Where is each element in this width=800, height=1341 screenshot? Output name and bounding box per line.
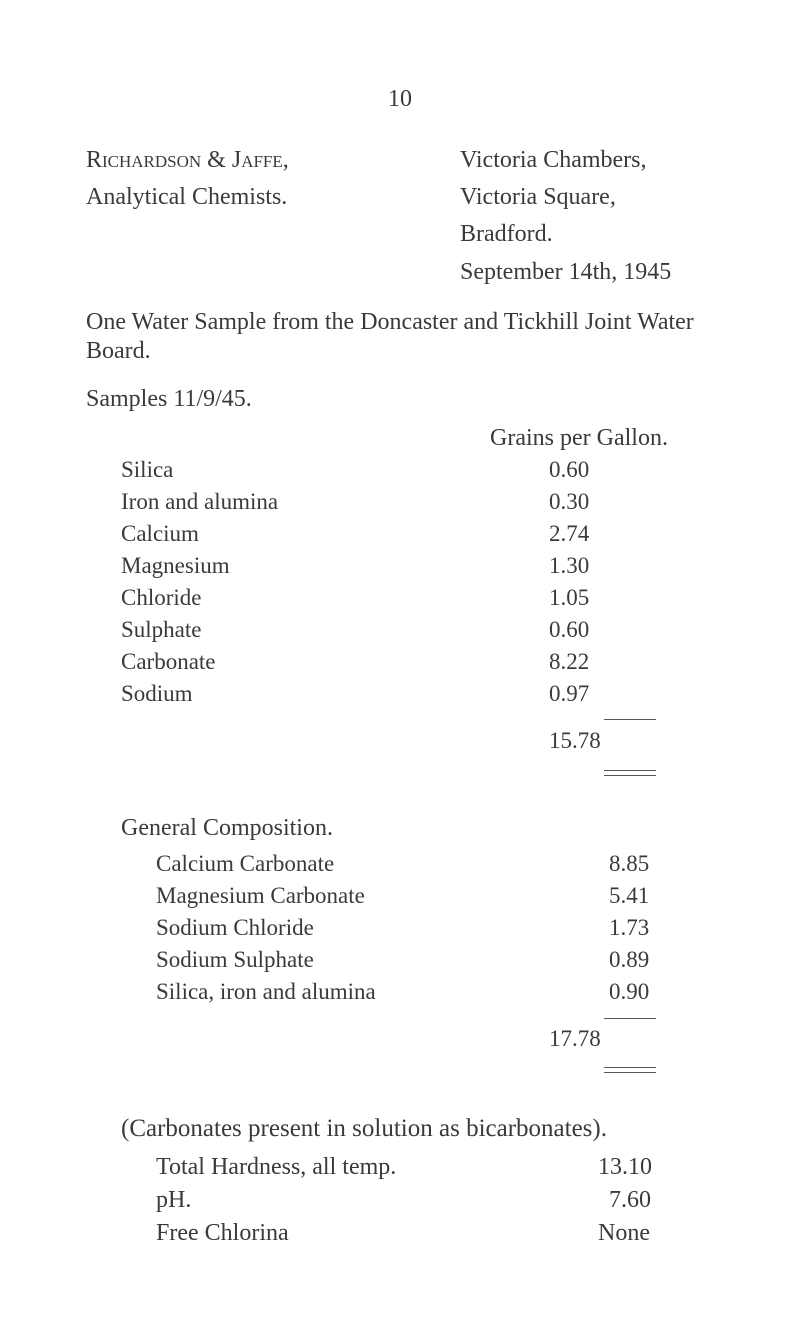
carbonates-note: (Carbonates present in solution as bicarbonates). xyxy=(121,1115,607,1142)
table-row xyxy=(121,455,661,485)
row-label: pH. xyxy=(156,1187,192,1213)
table-row xyxy=(121,679,661,709)
subtotal-rule xyxy=(604,1018,656,1019)
table-row xyxy=(156,1185,661,1215)
row-value: 1.05 xyxy=(549,585,590,610)
row-value: 1.73 xyxy=(609,915,650,940)
table-row xyxy=(121,583,661,613)
row-label: Silica, iron and alumina xyxy=(156,979,376,1004)
row-value: 5.41 xyxy=(609,883,650,908)
row-label: Silica xyxy=(121,457,174,482)
row-value: 2.74 xyxy=(549,521,590,546)
row-value: 0.60 xyxy=(549,457,590,482)
row-label: Magnesium Carbonate xyxy=(156,883,365,908)
row-value: 13.10 xyxy=(598,1154,652,1180)
row-label: Sodium Sulphate xyxy=(156,947,314,972)
row-label: Calcium xyxy=(121,521,199,546)
table-row xyxy=(156,881,661,911)
row-value: 8.85 xyxy=(609,851,650,876)
double-rule xyxy=(604,1067,656,1073)
letter-date: September 14th, 1945 xyxy=(460,259,672,285)
sender-role: Analytical Chemists. xyxy=(86,184,288,210)
intro-line-1: One Water Sample from the Doncaster and Tickhill Joint Water xyxy=(86,309,694,335)
analysis-total xyxy=(549,726,659,756)
row-value: 0.90 xyxy=(609,979,650,1004)
composition-heading: General Composition. xyxy=(121,815,333,841)
row-label: Calcium Carbonate xyxy=(156,851,335,876)
table-row xyxy=(156,977,661,1007)
row-label: Free Chlorina xyxy=(156,1220,289,1246)
row-value: 0.30 xyxy=(549,489,590,514)
row-label: Sulphate xyxy=(121,617,202,642)
subtotal-rule xyxy=(604,719,656,720)
table-row xyxy=(156,1152,661,1182)
row-label: Iron and alumina xyxy=(121,489,279,514)
row-label: Sodium Chloride xyxy=(156,915,314,940)
table-row xyxy=(121,647,661,677)
row-label: Sodium xyxy=(121,681,193,706)
row-value: None xyxy=(598,1220,650,1246)
composition-total xyxy=(549,1024,659,1054)
total-value: 17.78 xyxy=(549,1026,601,1051)
table-row xyxy=(156,1218,661,1248)
samples-label: Samples 11/9/45. xyxy=(86,386,252,412)
double-rule xyxy=(604,770,656,776)
row-label: Carbonate xyxy=(121,649,216,674)
table-row xyxy=(121,551,661,581)
page-number: 10 xyxy=(388,86,412,112)
row-value: 0.89 xyxy=(609,947,650,972)
intro-line-2: Board. xyxy=(86,338,151,364)
row-label: Total Hardness, all temp. xyxy=(156,1154,397,1180)
row-value: 8.22 xyxy=(549,649,590,674)
address-line-2: Victoria Square, xyxy=(460,184,616,210)
table-row xyxy=(121,519,661,549)
address-line-1: Victoria Chambers, xyxy=(460,147,647,173)
table-row xyxy=(156,913,661,943)
row-value: 7.60 xyxy=(609,1187,651,1213)
address-line-3: Bradford. xyxy=(460,221,553,247)
row-value: 1.30 xyxy=(549,553,590,578)
row-value: 0.97 xyxy=(549,681,590,706)
row-value: 0.60 xyxy=(549,617,590,642)
table-row xyxy=(121,615,661,645)
table-row xyxy=(121,487,661,517)
table-row xyxy=(156,849,661,879)
sender-firm: Richardson & Jaffe, xyxy=(86,147,289,173)
unit-header: Grains per Gallon. xyxy=(490,425,668,451)
row-label: Magnesium xyxy=(121,553,230,578)
row-label: Chloride xyxy=(121,585,202,610)
total-value: 15.78 xyxy=(549,728,601,753)
table-row xyxy=(156,945,661,975)
